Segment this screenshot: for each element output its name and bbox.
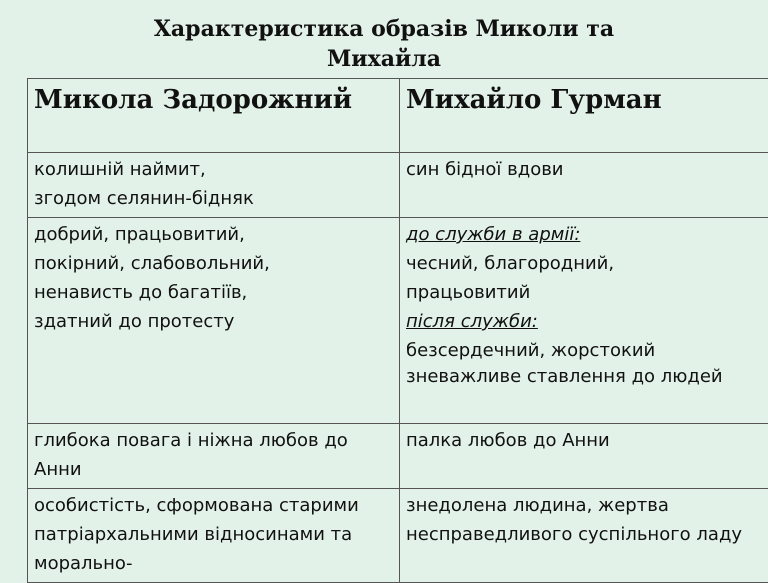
title-line-2: Михайла (0, 44, 768, 74)
cell-mykhailo-love: палка любов до Анни (400, 424, 768, 489)
subheading-after-service: після служби: (406, 307, 765, 336)
title-line-1: Характеристика образів Миколи та (0, 14, 768, 44)
comparison-table (27, 78, 768, 583)
table-row (28, 218, 768, 424)
text-line: здатний до протесту (34, 307, 393, 336)
header-mykhailo: Михайло Гурман (400, 79, 768, 153)
cell-mykola-social (28, 153, 400, 218)
table-row (28, 489, 768, 583)
text-line: син бідної вдови (406, 155, 765, 184)
text-line: ненависть до багатіїв, (34, 278, 393, 307)
cell-mykhailo-personality: знедолена людина, жертва несправедливого суспільного ладу (400, 489, 768, 583)
text-line: працьовитий (406, 278, 765, 307)
text-line: безсердечний, жорстокий (406, 336, 765, 365)
table-row (28, 424, 768, 489)
text-line: згодом селянин-бідняк (34, 184, 393, 213)
table-header-row (28, 79, 768, 153)
cell-mykola-love: глибока повага і ніжна любов до Анни (28, 424, 400, 489)
text-line: добрий, працьовитий, (34, 220, 393, 249)
header-mykola: Микола Задорожний (28, 79, 400, 153)
cell-mykhailo-social (400, 153, 768, 218)
cell-mykola-traits (28, 218, 400, 424)
text-line: зневажливе ставлення до людей (406, 365, 765, 389)
table-row (28, 153, 768, 218)
slide-title (0, 14, 768, 74)
cell-mykola-personality: особистість, сформована старими патріархальними відносинами та морально- (28, 489, 400, 583)
text-line: колишній наймит, (34, 155, 393, 184)
text-line: покірний, слабовольний, (34, 249, 393, 278)
cell-mykhailo-traits (400, 218, 768, 424)
text-line: чесний, благородний, (406, 249, 765, 278)
subheading-before-service: до служби в армії: (406, 220, 765, 249)
